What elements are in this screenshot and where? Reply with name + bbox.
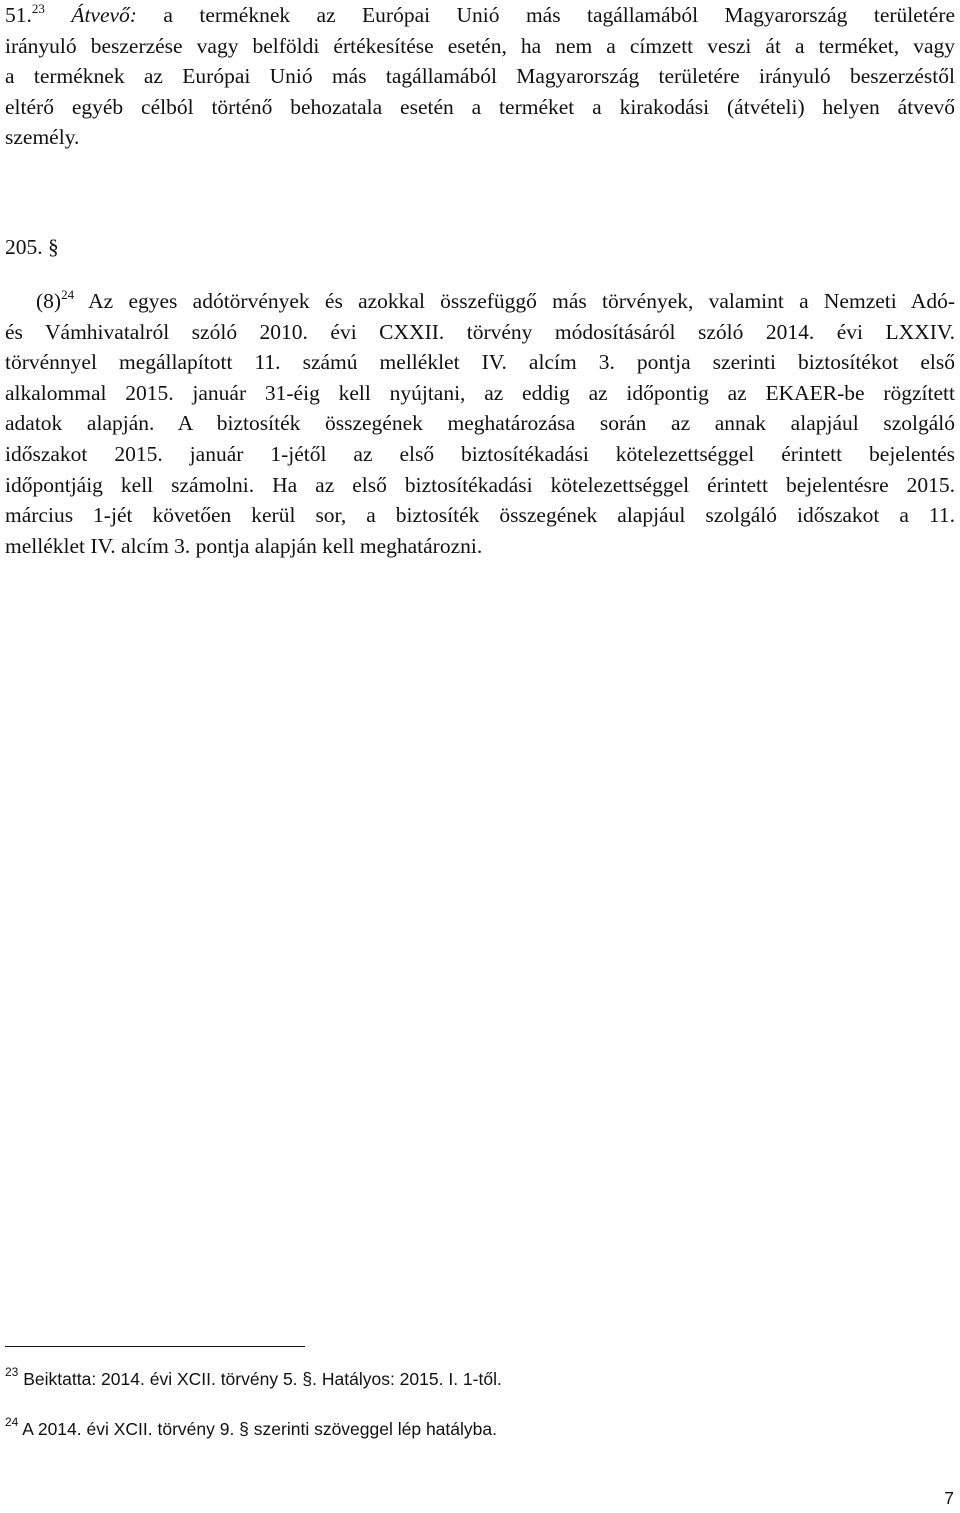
paragraph-line-9: melléklet IV. alcím 3. pontja alapján kell meghatározni.	[5, 533, 483, 558]
page-number: 7	[944, 1488, 954, 1508]
paragraph-line-1	[5, 286, 955, 317]
paragraph-line-4: alkalommal 2015. január 31-éig kell nyújtani, az eddig az időpontig az EKAER-be rögzített	[5, 380, 955, 405]
paragraph-line-3: törvénnyel megállapított 11. számú melléklet IV. alcím 3. pontja szerinti biztosítékot első	[5, 350, 955, 375]
footnote-23	[5, 1365, 502, 1390]
paragraph-line-6: időszakot 2015. január 1-jétől az első biztosítékadási kötelezettséggel érintett bejelentés	[5, 441, 955, 466]
footnote-number: 23	[5, 1365, 19, 1379]
definition-line-5: személy.	[5, 125, 80, 150]
footnote-text: Beiktatta: 2014. évi XCII. törvény 5. §. Hatályos: 2015. I. 1-től.	[23, 1369, 502, 1389]
definition-line-4: eltérő egyéb célból történő behozatala esetén a terméket a kirakodási (átvételi) helyen átvevő	[5, 94, 955, 119]
definition-text: a terméknek az Európai Unió más tagállamából Magyarország területére	[163, 3, 955, 27]
section-symbol: §	[48, 235, 59, 259]
footnote-ref-23[interactable]: 23	[31, 1, 45, 16]
definition-line-3: a terméknek az Európai Unió más tagállamából Magyarország területére irányuló beszerzéstől	[5, 64, 955, 89]
paragraph-label: (8)	[36, 289, 62, 313]
footnote-ref-24[interactable]: 24	[61, 287, 75, 302]
definition-term: Átvevő:	[71, 3, 137, 27]
footnote-text: A 2014. évi XCII. törvény 9. § szerinti szöveggel lép hatályba.	[22, 1419, 497, 1439]
definition-51	[5, 0, 955, 153]
footnote-24	[5, 1415, 497, 1440]
paragraph-line-7: időpontjáig kell számolni. Ha az első biztosítékadási kötelezettséggel érintett bejelentésre 2015.	[5, 472, 955, 497]
definition-number: 51.	[5, 3, 32, 27]
section-heading	[5, 232, 59, 262]
footnote-separator	[5, 1346, 305, 1347]
section-number: 205.	[5, 235, 43, 259]
paragraph-text: Az egyes adótörvények és azokkal összefüggő más törvények, valamint a Nemzeti Adó-	[88, 289, 955, 313]
paragraph-8	[5, 286, 955, 561]
definition-line-1	[5, 0, 955, 31]
paragraph-line-5: adatok alapján. A biztosíték összegének meghatározása során az annak alapjául szolgáló	[5, 411, 955, 436]
definition-line-2: irányuló beszerzése vagy belföldi értékesítése esetén, ha nem a címzett veszi át a terméket, vagy	[5, 33, 955, 58]
paragraph-line-2: és Vámhivatalról szóló 2010. évi CXXII. törvény módosításáról szóló 2014. évi LXXIV.	[5, 319, 955, 344]
footnote-number: 24	[5, 1415, 19, 1429]
paragraph-line-8: március 1-jét követően kerül sor, a biztosíték összegének alapjául szolgáló időszakot a 11.	[5, 503, 955, 528]
